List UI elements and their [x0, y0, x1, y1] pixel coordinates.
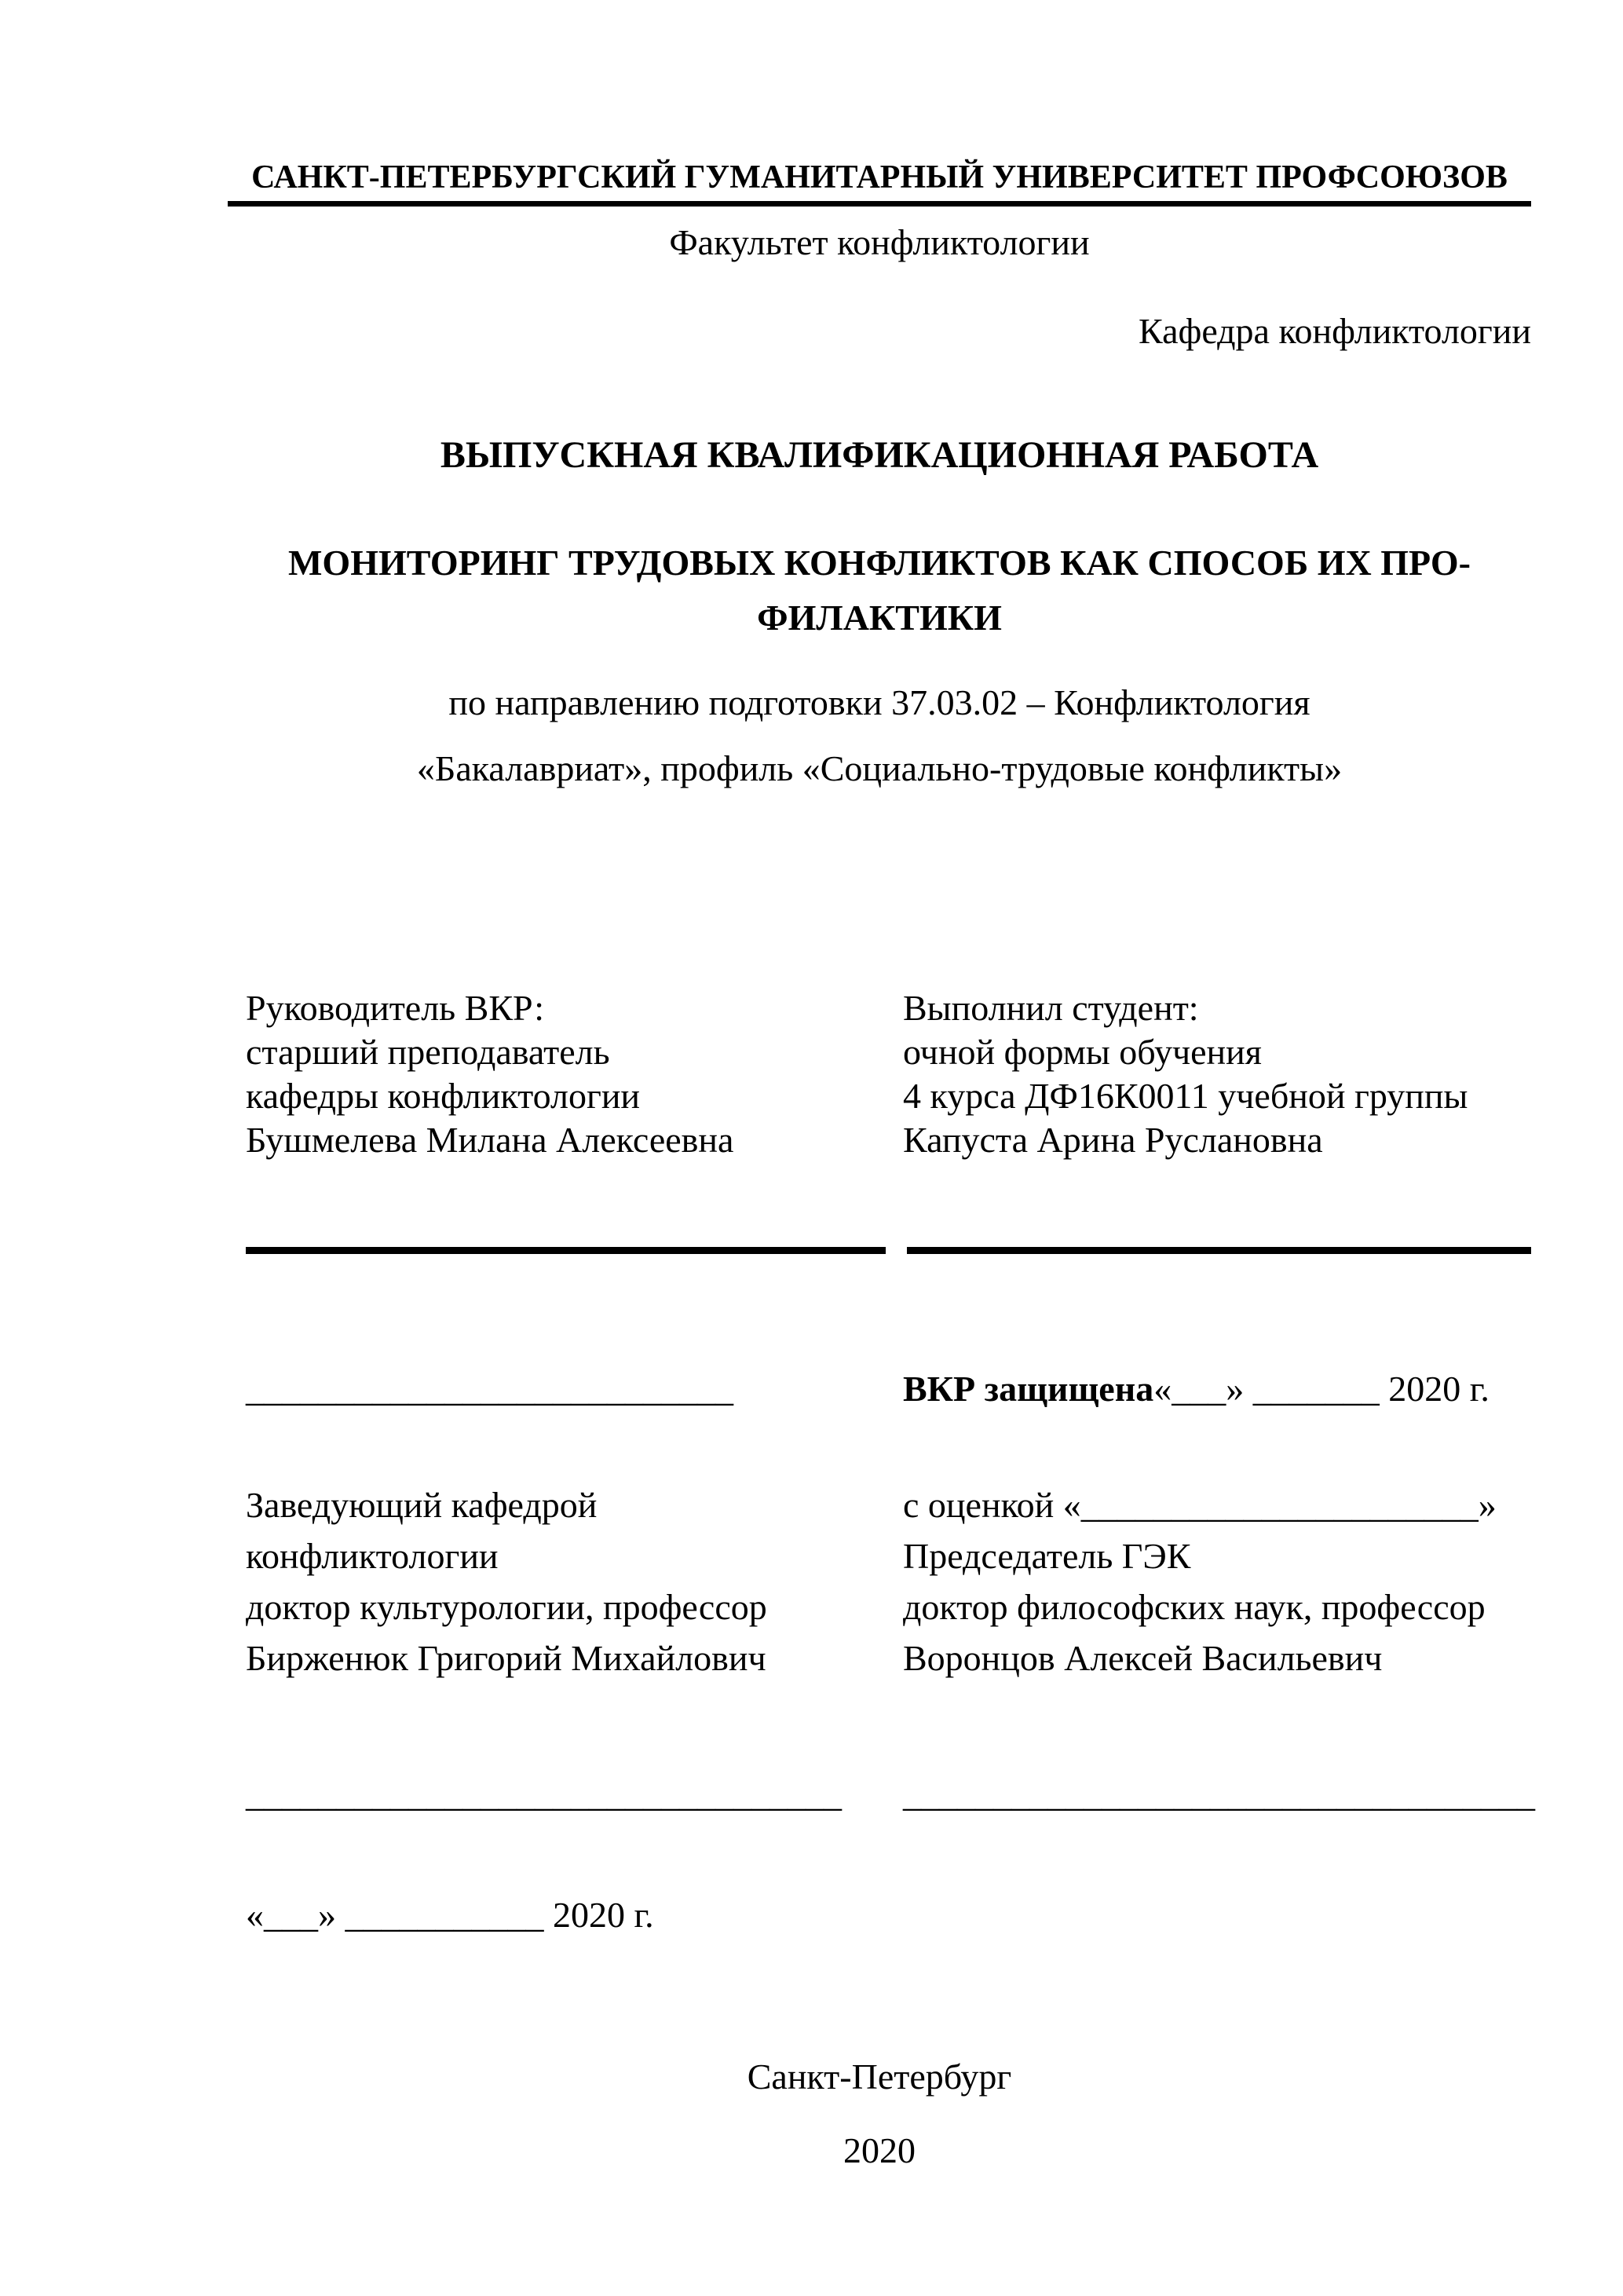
header-rule: [228, 201, 1531, 207]
defense-defended-label: ВКР защищена: [903, 1369, 1154, 1409]
dept-head-block: [246, 1479, 897, 1684]
program-line: по направлению подготовки 37.03.02 – Конфликтология: [448, 682, 1310, 722]
gek-chair-title: Председатель ГЭК: [903, 1536, 1191, 1576]
supervisor-label: Руководитель ВКР:: [246, 988, 545, 1028]
supervisor-department: кафедры конфликтологии: [246, 1076, 641, 1116]
student-label: Выполнил студент:: [903, 988, 1199, 1028]
gek-chair-name: Воронцов Алексей Васильевич: [903, 1638, 1383, 1678]
university-name: САНКТ-ПЕТЕРБУРГСКИЙ ГУМАНИТАРНЫЙ УНИВЕРСИТЕТ ПРОФСОЮЗОВ: [251, 159, 1508, 196]
supervisor-position: старший преподаватель: [246, 1032, 610, 1072]
student-signature-rule: [907, 1247, 1531, 1254]
defense-defended-date-blank: «___» _______ 2020 г.: [1153, 1369, 1490, 1409]
profile-line: «Бакалавриат», профиль «Социально-трудовые конфликты»: [416, 748, 1343, 788]
student-study-form: очной формы обучения: [903, 1032, 1262, 1072]
footer-year: 2020: [843, 2130, 916, 2170]
defense-status-line: [903, 1368, 1539, 1409]
dept-head-date-line: «___» ___________ 2020 г.: [246, 1895, 654, 1935]
student-name: Капуста Арина Руслановна: [903, 1120, 1323, 1160]
dept-head-name: Бирженюк Григорий Михайлович: [246, 1638, 766, 1678]
dept-head-degree: доктор культурологии, профессор: [246, 1587, 767, 1627]
student-group: 4 курса ДФ16К0011 учебной группы: [903, 1076, 1468, 1116]
footer-city: Санкт-Петербург: [747, 2057, 1012, 2097]
thesis-title-line-1: МОНИТОРИНГ ТРУДОВЫХ КОНФЛИКТОВ КАК СПОСОБ ИХ ПРО-: [288, 543, 1471, 583]
supervisor-block: [246, 986, 897, 1162]
gek-chair-signature-line: ___________________________________: [903, 1774, 1535, 1814]
work-type-heading: ВЫПУСКНАЯ КВАЛИФИКАЦИОННАЯ РАБОТА: [440, 434, 1319, 476]
faculty-line: Факультет конфликтологии: [669, 222, 1090, 262]
gek-chair-block: [903, 1479, 1539, 1684]
dept-head-title-2: конфликтологии: [246, 1536, 499, 1576]
dept-head-title-1: Заведующий кафедрой: [246, 1485, 598, 1525]
thesis-title-line-2: ФИЛАКТИКИ: [757, 598, 1002, 638]
gek-chair-degree: доктор философских наук, профессор: [903, 1587, 1486, 1627]
department-line: Кафедра конфликтологии: [1139, 311, 1531, 351]
supervisor-name: Бушмелева Милана Алексеевна: [246, 1120, 734, 1160]
supervisor-signature-rule: [246, 1247, 886, 1254]
defense-grade-blank: с оценкой «______________________»: [903, 1485, 1497, 1525]
student-block: [903, 986, 1539, 1162]
thesis-title: [228, 536, 1531, 645]
dept-head-signature-line: _________________________________: [246, 1774, 842, 1814]
dept-head-signature-blank-line: ___________________________: [246, 1369, 733, 1409]
